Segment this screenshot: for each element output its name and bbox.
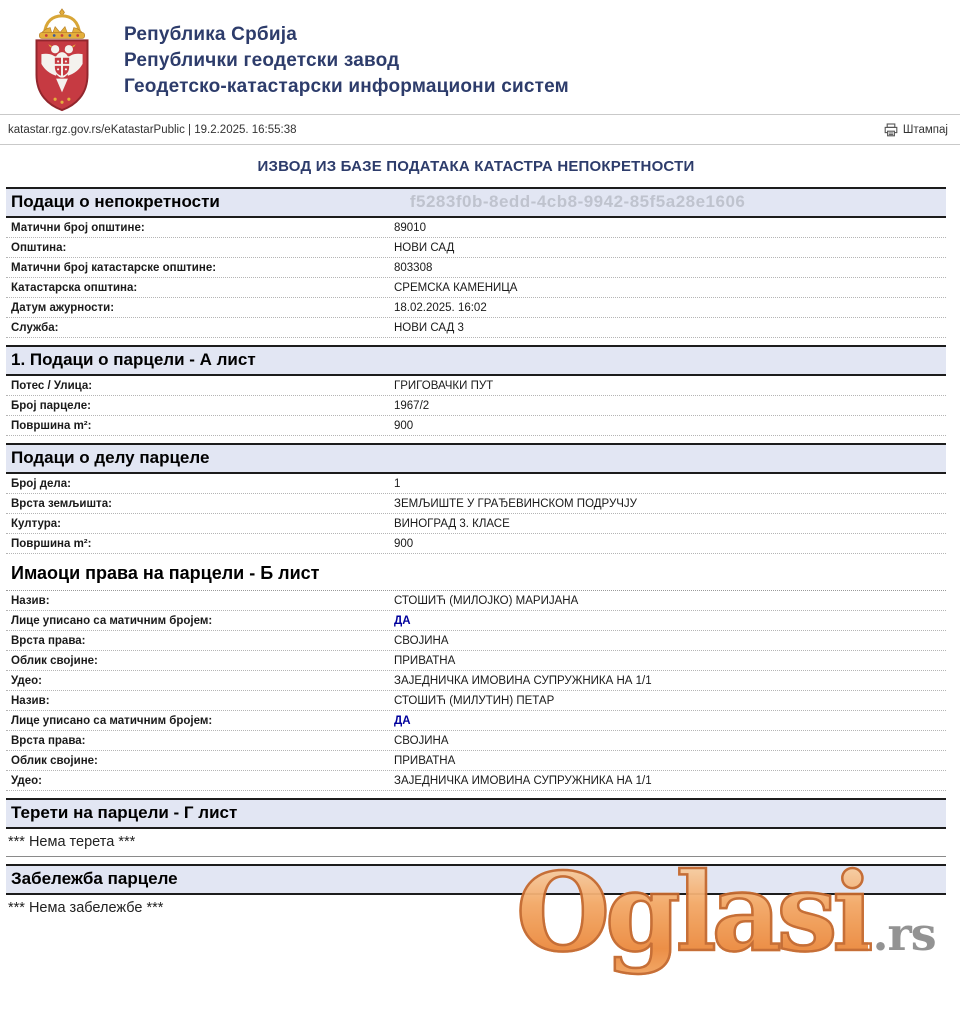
- row-label: Удео:: [11, 774, 42, 787]
- row-value: 1: [394, 477, 401, 490]
- table-row: [6, 671, 946, 691]
- table-row: [6, 711, 946, 731]
- section-title: Подаци о непокретности: [11, 192, 220, 211]
- row-value: 89010: [394, 221, 426, 234]
- row-value: СРЕМСКА КАМЕНИЦА: [394, 281, 518, 294]
- row-value: ПРИВАТНА: [394, 654, 456, 667]
- row-label: Матични број општине:: [11, 221, 145, 234]
- row-label: Површина m²:: [11, 419, 92, 432]
- section-header-burdens-g: [6, 798, 946, 829]
- table-row: [6, 376, 946, 396]
- table-row: [6, 534, 946, 554]
- table-row: [6, 631, 946, 651]
- row-value: ГРИГОВАЧКИ ПУТ: [394, 379, 494, 392]
- row-value: СВОЈИНА: [394, 734, 449, 747]
- row-label: Лице уписано са матичним бројем:: [11, 714, 213, 727]
- row-value: СТОШИЋ (МИЛУТИН) ПЕТАР: [394, 694, 555, 707]
- table-row: [6, 238, 946, 258]
- row-label: Култура:: [11, 517, 61, 530]
- table-row: [6, 751, 946, 771]
- table-row: [6, 218, 946, 238]
- row-label: Облик својине:: [11, 654, 98, 667]
- row-label: Врста земљишта:: [11, 497, 112, 510]
- watermark-suffix: .rs: [872, 907, 936, 961]
- row-label: Катастарска општина:: [11, 281, 138, 294]
- section-header-property: [6, 187, 946, 218]
- table-row: [6, 611, 946, 631]
- meta-strip: [0, 115, 960, 144]
- row-label: Служба:: [11, 321, 59, 334]
- agency-line-institute: Републички геодетски завод: [124, 50, 400, 71]
- table-row: [6, 514, 946, 534]
- row-label: Удео:: [11, 674, 42, 687]
- cadastre-extract-document: [0, 158, 960, 922]
- masthead: [0, 0, 960, 114]
- row-value: СТОШИЋ (МИЛОЈКО) МАРИЈАНА: [394, 594, 579, 607]
- section-divider: [6, 856, 946, 857]
- no-burdens-message: *** Нема терета ***: [8, 834, 136, 850]
- property-uuid: f5283f0b-8edd-4cb8-9942-85f5a28e1606: [409, 192, 746, 211]
- row-label: Назив:: [11, 694, 50, 707]
- row-value: ПРИВАТНА: [394, 754, 456, 767]
- print-button[interactable]: [884, 123, 948, 137]
- row-label: Лице уписано са матичним бројем:: [11, 614, 213, 627]
- url-and-timestamp: katastar.rgz.gov.rs/eKatastarPublic | 19.2.2025. 16:55:38: [8, 123, 297, 136]
- row-value: ДА: [394, 614, 411, 627]
- section-header-holders-b: Имаоци права на парцели - Б лист: [6, 558, 946, 591]
- table-row: [6, 494, 946, 514]
- table-row: [6, 258, 946, 278]
- section-title: Подаци о делу парцеле: [11, 448, 210, 467]
- row-label: Врста права:: [11, 634, 86, 647]
- table-row: [6, 731, 946, 751]
- agency-line-country: Република Србија: [124, 24, 297, 45]
- table-row: [6, 318, 946, 338]
- row-value: НОВИ САД 3: [394, 321, 464, 334]
- table-row: [6, 771, 946, 791]
- row-label: Број дела:: [11, 477, 71, 490]
- table-row: [6, 651, 946, 671]
- table-row: [6, 298, 946, 318]
- row-value: ЗЕМЉИШТЕ У ГРАЂЕВИНСКОМ ПОДРУЧЈУ: [394, 497, 637, 510]
- row-label: Број парцеле:: [11, 399, 91, 412]
- print-button-label: Штампај: [902, 123, 948, 136]
- row-value: ЗАЈЕДНИЧКА ИМОВИНА СУПРУЖНИКА НА 1/1: [394, 774, 652, 787]
- no-note-message: *** Нема забележбе ***: [8, 900, 164, 916]
- row-value: 1967/2: [394, 399, 430, 412]
- row-label: Матични број катастарске општине:: [11, 261, 217, 274]
- row-value: 900: [394, 537, 414, 550]
- row-value: ДА: [394, 714, 411, 727]
- row-label: Површина m²:: [11, 537, 92, 550]
- section-header-parcel-part: [6, 443, 946, 474]
- section-title: 1. Подаци о парцели - А лист: [11, 350, 256, 369]
- table-row: [6, 591, 946, 611]
- row-label: Врста права:: [11, 734, 86, 747]
- table-row: [6, 691, 946, 711]
- table-row: [6, 474, 946, 494]
- table-row: [6, 416, 946, 436]
- row-label: Датум ажурности:: [11, 301, 115, 314]
- row-value: ЗАЈЕДНИЧКА ИМОВИНА СУПРУЖНИКА НА 1/1: [394, 674, 652, 687]
- agency-line-system: Геодетско-катастарски информациони систем: [124, 76, 569, 97]
- row-value: НОВИ САД: [394, 241, 455, 254]
- agency-title-block: [124, 8, 569, 100]
- document-title: ИЗВОД ИЗ БАЗЕ ПОДАТАКА КАТАСТРА НЕПОКРЕТНОСТИ: [257, 158, 695, 175]
- meta-divider: [0, 144, 960, 145]
- section-header-parcel-a: [6, 345, 946, 376]
- serbia-coat-of-arms: [22, 8, 102, 112]
- section-title: Терети на парцели - Г лист: [11, 803, 238, 822]
- section-title: Забележба парцеле: [11, 869, 178, 888]
- row-label: Облик својине:: [11, 754, 98, 767]
- row-value: ВИНОГРАД 3. КЛАСЕ: [394, 517, 510, 530]
- watermark-text: Oglasi: [516, 850, 869, 976]
- row-value: СВОЈИНА: [394, 634, 449, 647]
- section-header-note: [6, 864, 946, 895]
- row-value: 18.02.2025. 16:02: [394, 301, 487, 314]
- row-label: Потес / Улица:: [11, 379, 93, 392]
- printer-icon: [884, 123, 898, 137]
- table-row: [6, 396, 946, 416]
- table-row: [6, 278, 946, 298]
- row-value: 900: [394, 419, 414, 432]
- row-value: 803308: [394, 261, 433, 274]
- row-label: Општина:: [11, 241, 67, 254]
- row-label: Назив:: [11, 594, 50, 607]
